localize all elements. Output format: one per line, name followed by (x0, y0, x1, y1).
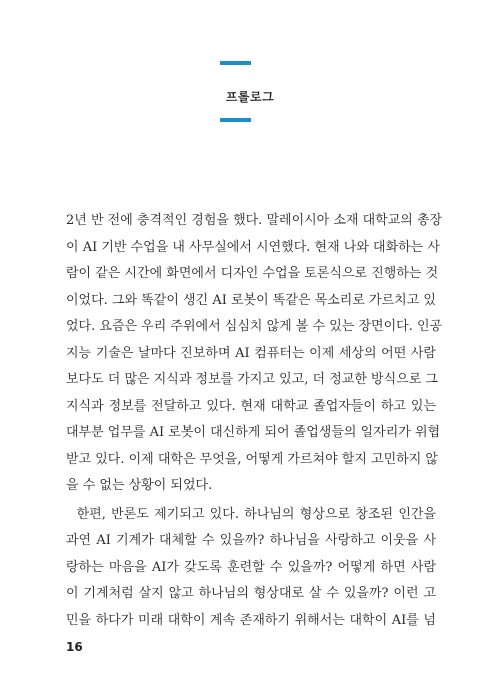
text-line: 지능 기술은 날마다 진보하며 AI 컴퓨터는 이제 세상의 어떤 사람 (66, 345, 436, 361)
text-line: 2년 반 전에 충격적인 경험을 했다. 말레이시아 소재 대학교의 총장 (66, 213, 443, 228)
title-rule-top (220, 61, 251, 65)
text-line: 람이 같은 시간에 화면에서 디자인 수업을 토론식으로 진행하는 것 (66, 266, 439, 281)
paragraph-2 (66, 502, 436, 635)
text-line: 대부분 업무를 AI 로봇이 대신하게 되어 졸업생들의 일자리가 위협 (66, 425, 441, 440)
text-line: 지식과 정보를 전달하고 있다. 현재 대학교 졸업자들이 하고 있는 (66, 398, 436, 414)
page-number: 16 (66, 640, 83, 654)
chapter-title: 프롤로그 (225, 90, 275, 104)
text-line: 민을 하다가 미래 대학이 계속 존재하기 위해서는 대학이 AI를 넘 (66, 612, 436, 628)
title-rule-bottom (220, 118, 251, 122)
text-line: 한편, 반론도 제기되고 있다. 하나님의 형상으로 창조된 인간을 (66, 506, 436, 522)
text-line: 을 수 없는 상황이 되었다. (66, 478, 213, 493)
text-line: 과연 AI 기계가 대체할 수 있을까? 하나님을 사랑하고 이웃을 사 (66, 533, 436, 548)
paragraph-1 (66, 208, 443, 500)
text-line: 랑하는 마음을 AI가 갖도록 훈련할 수 있을까? 어떻게 하면 사람 (66, 559, 436, 575)
text-line: 이 AI 기반 수업을 내 사무실에서 시연했다. 현재 나와 대화하는 사 (66, 239, 440, 255)
text-line: 이었다. 그와 똑같이 생긴 AI 로봇이 똑같은 목소리로 가르치고 있 (66, 292, 436, 308)
text-line: 받고 있다. 이제 대학은 무엇을, 어떻게 가르쳐야 할지 고민하지 않 (66, 451, 438, 467)
text-line: 었다. 요즘은 우리 주위에서 심심치 않게 볼 수 있는 장면이다. 인공 (66, 319, 443, 334)
body-text (66, 208, 443, 634)
text-line: 보다도 더 많은 지식과 정보를 가지고 있고, 더 정교한 방식으로 그 (66, 372, 438, 387)
text-line: 이 기계처럼 살지 않고 하나님의 형상대로 살 수 있을까? 이런 고 (66, 586, 436, 601)
